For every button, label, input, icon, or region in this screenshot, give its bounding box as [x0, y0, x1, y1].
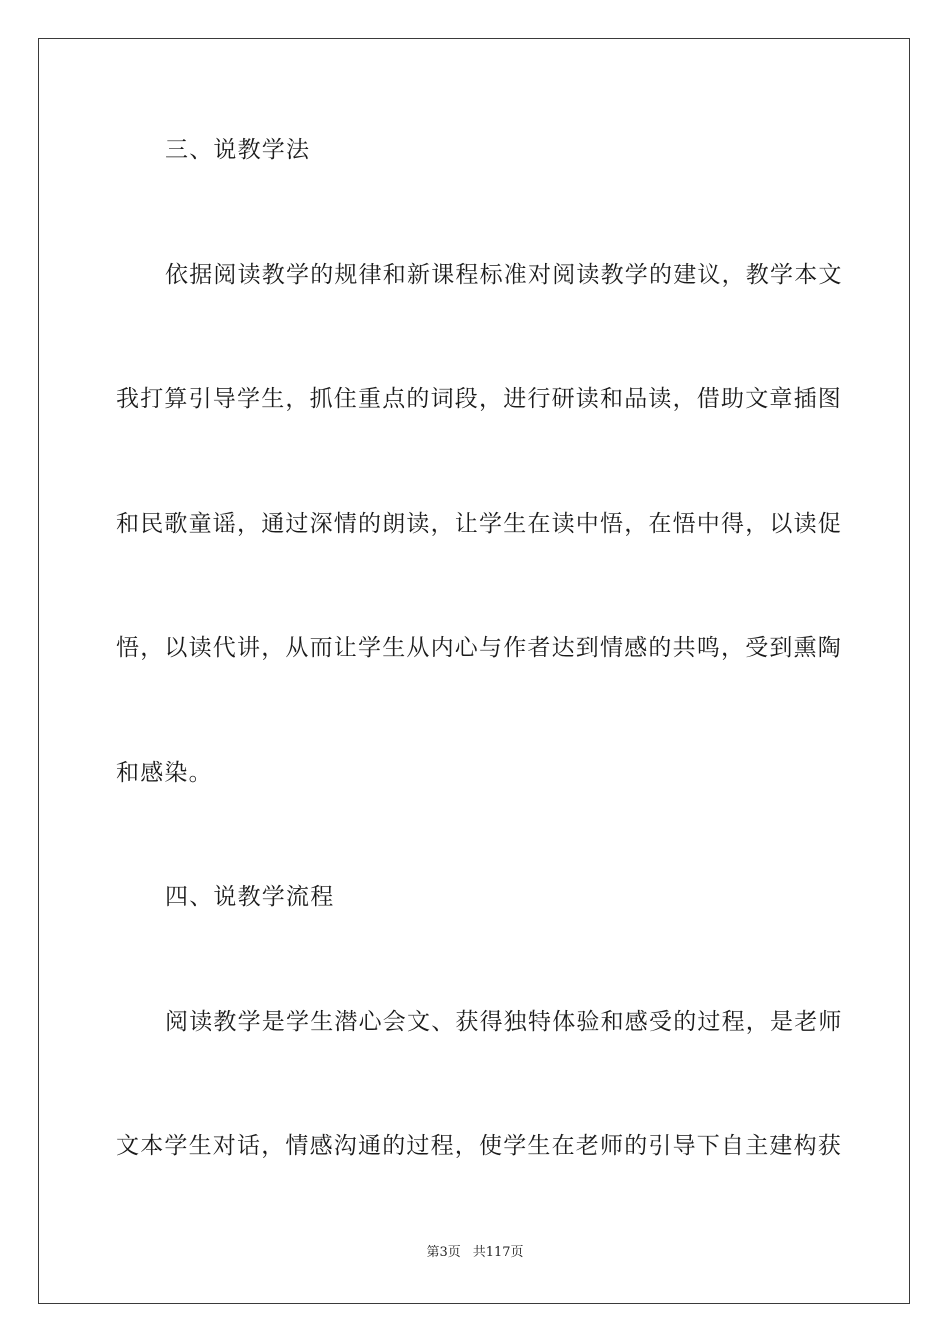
page-number: 第3页 — [426, 1245, 461, 1260]
paragraph-line: 和感染。 — [116, 760, 213, 786]
paragraph-line: 悟，以读代讲，从而让学生从内心与作者达到情感的共鸣，受到熏陶 — [116, 635, 842, 661]
paragraph-line: 我打算引导学生，抓住重点的词段，进行研读和品读，借助文章插图 — [116, 386, 842, 412]
page-footer — [0, 1245, 950, 1261]
paragraph-line: 文本学生对话，情感沟通的过程，使学生在老师的引导下自主建构获 — [116, 1133, 842, 1159]
paragraph-line: 和民歌童谣，通过深情的朗读，让学生在读中悟，在悟中得，以读促 — [116, 511, 842, 537]
page-border — [38, 38, 910, 1304]
page-total: 共117页 — [472, 1245, 524, 1260]
section-heading-4: 四、说教学流程 — [165, 884, 335, 910]
paragraph-line: 阅读教学是学生潜心会文、获得独特体验和感受的过程，是老师 — [165, 1009, 843, 1035]
paragraph-line: 依据阅读教学的规律和新课程标准对阅读教学的建议，教学本文 — [165, 262, 843, 288]
section-heading-3: 三、说教学法 — [165, 137, 311, 163]
